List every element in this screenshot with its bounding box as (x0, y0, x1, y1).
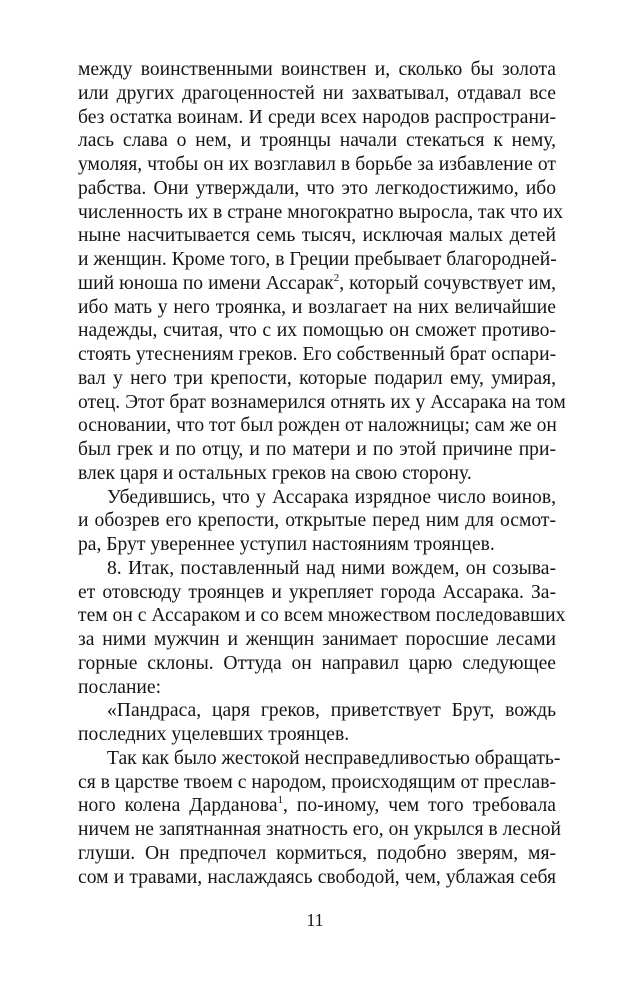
body-text (78, 58, 566, 889)
text-line: ет отовсюду троянцев и укрепляет города Ассарака. За- (78, 581, 556, 603)
text-line: или других драгоценностей ни захватывал, отдавал все (78, 82, 556, 104)
text-line: вал у него три крепости, которые подарил ему, умирая, (78, 367, 556, 389)
text-line: послание: (78, 676, 162, 698)
text-line: между воинственными воинствен и, сколько бы золота (78, 59, 556, 80)
text-segment: , который сочувствует им, (339, 272, 557, 294)
text-line: надежды, считая, что с их помощью он сможет противо- (78, 320, 556, 342)
text-line: горные склоны. Оттуда он направил царю следующее (78, 652, 556, 674)
text-line: ныне насчитывается семь тысяч, исключая малых детей (78, 225, 556, 247)
text-line: рабства. Они утверждали, что это легкодостижимо, ибо (78, 177, 556, 199)
text-line: ибо мать у него троянка, и возлагает на них величайшие (78, 296, 556, 318)
text-line: ся в царстве твоем с народом, происходящим от преслав- (78, 771, 556, 793)
footnote-marker: 2 (333, 271, 340, 284)
text-line: влек царя и остальных греков на свою сторону. (78, 462, 472, 484)
text-line: основании, что тот был рожден от наложницы; сам же он (78, 415, 557, 437)
text-segment: ного колена Дарданова (78, 795, 278, 817)
paragraph (78, 699, 556, 747)
text-line: был грек и по отцу, и по матери и по этой причине при- (78, 439, 556, 460)
paragraph (78, 58, 566, 486)
text-line: сом и травами, наслаждаясь свободой, чем, ублажая себя (78, 866, 556, 888)
text-line: умоляя, чтобы он их возглавил в борьбе за избавление от (78, 154, 556, 175)
text-segment: ший юноша по имени Ассарак (78, 272, 334, 294)
text-line: отец. Этот брат вознамерился отнять их у Ассарака на том (78, 391, 566, 413)
text-line: тем он с Ассараком и со всем множеством последовавших (78, 605, 566, 627)
paragraph (78, 747, 562, 890)
text-line: ра, Брут увереннее уступил настояниям троянцев. (78, 534, 495, 555)
text-line: Убедившись, что у Ассарака изрядное число воинов, (107, 486, 556, 508)
text-line: и обозрев его крепости, открытые перед ним для осмот- (78, 510, 556, 532)
text-line (78, 272, 556, 296)
text-line: глуши. Он предпочел кормиться, подобно зверям, мя- (78, 842, 556, 864)
text-line: последних уцелевших троянцев. (78, 724, 350, 745)
text-line: лась слава о нем, и троянцы начали стекаться к нему, (78, 130, 556, 152)
paragraph (78, 486, 556, 557)
text-segment: , по-иному, чем того требовала (283, 795, 556, 817)
paragraph (78, 557, 566, 700)
text-line: и женщин. Кроме того, в Греции пребывает благородней- (78, 249, 557, 270)
text-line: ничем не запятнанная знатность его, он укрылся в лесной (78, 819, 562, 840)
text-line: численность их в стране многократно выросла, так что их (78, 201, 564, 223)
text-line: «Пандраса, царя греков, приветствует Брут, вождь (107, 700, 556, 722)
text-line: 8. Итак, поставленный над ними вождем, он созыва- (107, 557, 556, 579)
footnote-marker: 1 (277, 794, 284, 807)
text-line (78, 794, 556, 818)
text-line: без остатка воинам. И среди всех народов распространи- (78, 106, 556, 128)
text-line: Так как было жестокой несправедливостью обращать- (107, 747, 561, 769)
text-line: за ними мужчин и женщин занимает поросшие лесами (78, 629, 556, 650)
page-number: 11 (306, 910, 324, 930)
text-line: стоять утеснениям греков. Его собственный брат оспари- (78, 344, 557, 365)
